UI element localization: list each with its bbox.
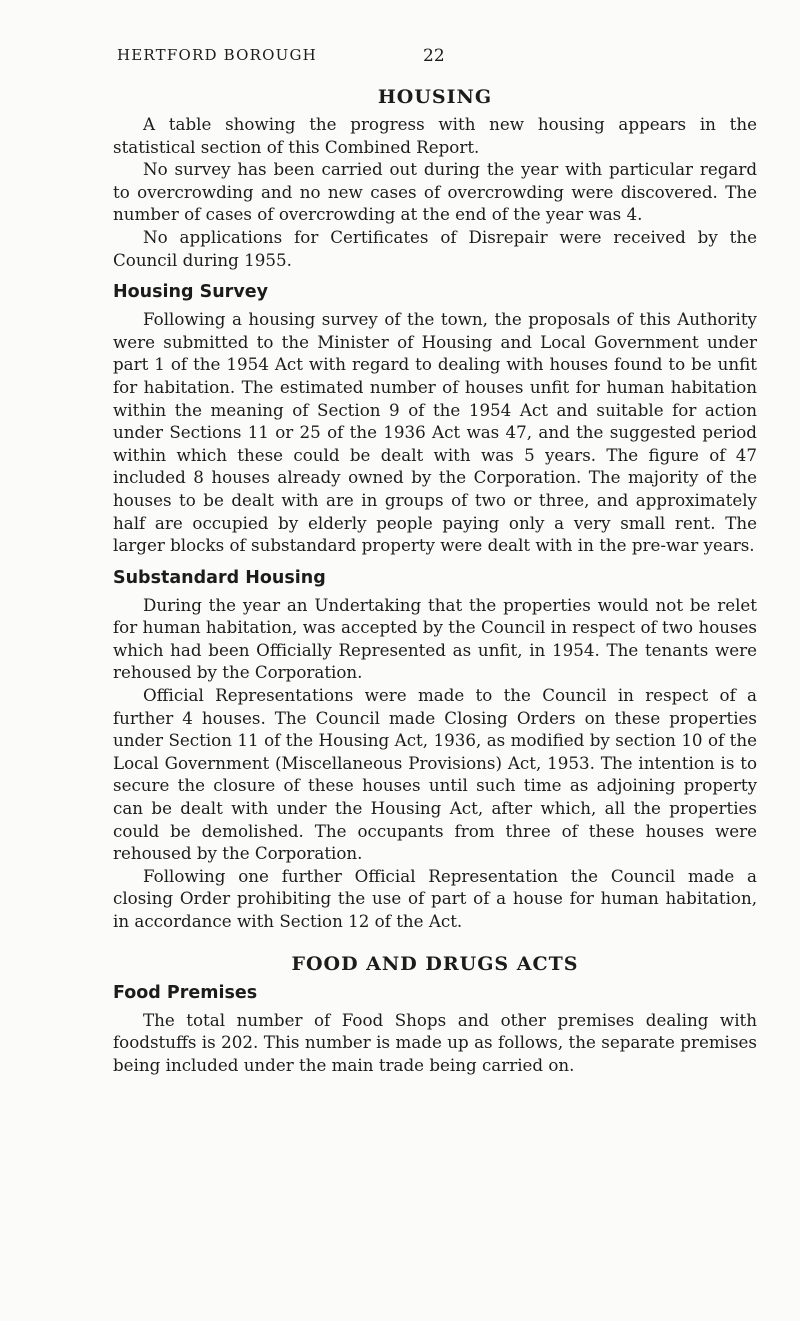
paragraph: Following a housing survey of the town, the proposals of this Authority were submitted to the Minister of Housing and Local Government under part 1 of the 1954 Act with regard to dealing with houses found to be unfit for habitation. The estimated number of houses unfit for human habitation within the meaning of Section 9 of the 1954 Act and suitable for action under Sections 11 or 25 of the 1936 Act was 47, and the suggested period within which these could be dealt with was 5 years. The figure of 47 included 8 houses already owned by the Corporation. The majority of the houses to be dealt with are in groups of two or three, and approximately half are occupied by elderly people paying only a very small rent. The larger blocks of substandard property were dealt with in the pre-war years.: [113, 309, 757, 556]
page-number: 22: [423, 46, 445, 66]
section-housing-survey: [113, 279, 757, 557]
section-housing: [113, 84, 757, 271]
paragraph: No survey has been carried out during the year with particular regard to overcrowding and no new cases of overcrowding were discovered. The number of cases of overcrowding at the end of the year was 4.: [113, 159, 757, 225]
heading-food-premises: Food Premises: [113, 982, 258, 1003]
running-title: HERTFORD BOROUGH: [117, 46, 317, 64]
paragraph: No applications for Certificates of Disrepair were received by the Council during 1955.: [113, 226, 757, 270]
paragraph: During the year an Undertaking that the properties would not be relet for human habitation, was accepted by the Council in respect of two houses which had been Officially Represented as unfit, in 1954. The tenants were rehoused by the Corporation.: [113, 594, 757, 683]
heading-substandard-housing: Substandard Housing: [113, 567, 326, 588]
heading-food-and-drugs: FOOD AND DRUGS ACTS: [291, 952, 579, 975]
paragraph: The total number of Food Shops and other premises dealing with foodstuffs is 202. This number is made up as follows, the separate premises being included under the main trade being carried on.: [113, 1009, 757, 1075]
page-body: [113, 84, 757, 1076]
heading-housing: HOUSING: [377, 86, 493, 108]
heading-housing-survey: Housing Survey: [113, 282, 268, 303]
paragraph: Following one further Official Representation the Council made a closing Order prohibiting the use of part of a house for human habitation, in accordance with Section 12 of the Act.: [113, 865, 757, 931]
section-substandard-housing: [113, 565, 757, 933]
paragraph: A table showing the progress with new housing appears in the statistical section of this Combined Report.: [113, 114, 757, 157]
paragraph: Official Representations were made to the Council in respect of a further 4 houses. The Council made Closing Orders on these properties under Section 11 of the Housing Act, 1936, as modified by section 10 of the Local Government (Miscellaneous Provisions) Act, 1953. The intention is to secure the closure of these houses until such time as adjoining property can be dealt with under the Housing Act, after which, all the properties could be demolished. The occupants from three of these houses were rehoused by the Corporation.: [113, 685, 757, 864]
section-food-and-drugs: [113, 951, 757, 1077]
running-header: [117, 46, 757, 68]
section-spacer: [113, 933, 757, 951]
